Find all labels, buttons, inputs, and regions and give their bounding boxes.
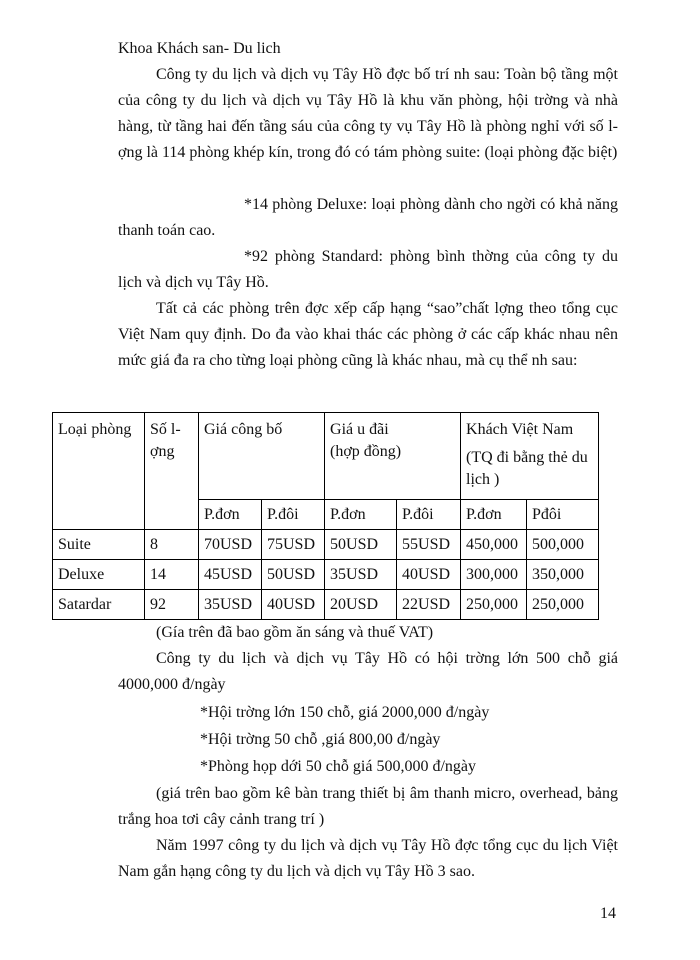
hall-item-50: *Hội trờng 50 chỗ ,giá 800,00 đ/ngày: [200, 731, 441, 748]
cell-value: 250,000: [527, 590, 599, 620]
cell-value: 250,000: [461, 590, 527, 620]
hall-item-150: *Hội trờng lớn 150 chỗ, giá 2000,000 đ/ngày: [200, 704, 490, 721]
subheader-cell: P.đơn: [461, 500, 527, 530]
meeting-room-item: *Phòng họp dới 50 chỗ giá 500,000 đ/ngày: [200, 758, 476, 775]
cell-value: 40USD: [262, 590, 325, 620]
table-row-standard: [53, 590, 599, 620]
cell-value: 70USD: [199, 530, 262, 560]
subheader-cell: P.đôi: [397, 500, 461, 530]
cell-value: 350,000: [527, 560, 599, 590]
price-table: [52, 412, 599, 620]
table-row-suite: [53, 530, 599, 560]
hall-price-note: (giá trên bao gồm kê bàn trang thiết bị âm thanh micro, overhead, bảng trắng hoa tơi cây cảnh trang trí ): [118, 785, 618, 828]
subheader-cell: P.đơn: [199, 500, 262, 530]
paragraph-standard: *92 phòng Standard: phòng bình thờng của công ty du lịch và dịch vụ Tây Hồ.: [118, 248, 618, 291]
header-room-type: Loại phòng: [53, 413, 145, 530]
cell-value: 35USD: [325, 560, 397, 590]
cell-value: 75USD: [262, 530, 325, 560]
cell-value: 20USD: [325, 590, 397, 620]
cell-value: 55USD: [397, 530, 461, 560]
paragraph-layout: Công ty du lịch và dịch vụ Tây Hồ đợc bố trí nh sau: Toàn bộ tầng một của công ty du lịch và dịch vụ Tây Hồ là khu văn phòng, hội trờng và nhà hàng, từ tầng hai đến tầng sáu của công ty vụ Tây Hồ là phòng nghỉ với số lợng là 114 phòng khép kín, trong đó có tám phòng suite: (loại phòng đặc biệt): [118, 66, 618, 161]
header-vietnam-guest: [461, 413, 599, 500]
subheader-cell: P.đơn: [325, 500, 397, 530]
subheader-cell: Pđôi: [527, 500, 599, 530]
header-vietnam-line1: Khách Việt Nam: [466, 421, 574, 438]
cell-value: 50USD: [262, 560, 325, 590]
price-note: (Gía trên đã bao gồm ăn sáng và thuế VAT): [156, 624, 434, 641]
page-number: 14: [600, 905, 616, 922]
header-contract-price: [325, 413, 461, 500]
cell-room: Deluxe: [53, 560, 145, 590]
header-vietnam-line2: (TQ đi bằng thẻ du lịch ): [466, 449, 588, 488]
cell-value: 500,000: [527, 530, 599, 560]
header-public-price: Giá công bố: [199, 413, 325, 500]
cell-value: 300,000: [461, 560, 527, 590]
cell-value: 450,000: [461, 530, 527, 560]
cell-value: 22USD: [397, 590, 461, 620]
cell-qty: 8: [145, 530, 199, 560]
cell-value: 35USD: [199, 590, 262, 620]
cell-room: Satardar: [53, 590, 145, 620]
header-contract-line1: Giá u đãi: [330, 421, 389, 438]
table-row-deluxe: [53, 560, 599, 590]
paragraph-halls: Công ty du lịch và dịch vụ Tây Hồ có hội trờng lớn 500 chỗ giá 4000,000 đ/ngày: [118, 650, 618, 693]
cell-value: 50USD: [325, 530, 397, 560]
paragraph-star-rating: Năm 1997 công ty du lịch và dịch vụ Tây Hồ đợc tổng cục du lịch Việt Nam gắn hạng công ty du lịch và dịch vụ Tây Hồ 3 sao.: [118, 837, 618, 880]
cell-room: Suite: [53, 530, 145, 560]
table-header-row: [53, 413, 599, 500]
paragraph-deluxe: *14 phòng Deluxe: loại phòng dành cho ngời có khả năng thanh toán cao.: [118, 196, 618, 239]
cell-qty: 92: [145, 590, 199, 620]
cell-value: 40USD: [397, 560, 461, 590]
cell-qty: 14: [145, 560, 199, 590]
page-header: Khoa Khách san- Du lich: [118, 40, 281, 57]
subheader-cell: P.đôi: [262, 500, 325, 530]
header-contract-line2: (hợp đồng): [330, 443, 402, 460]
cell-value: 45USD: [199, 560, 262, 590]
paragraph-rating: Tất cả các phòng trên đợc xếp cấp hạng “sao”chất lợng theo tổng cục Việt Nam quy định. Do đa vào khai thác các phòng ở các cấp khác nhau nên mức giá đa ra cho từng loại phòng cũng là khác nhau, mà cụ thể nh sau:: [118, 300, 618, 369]
header-quantity: Số lợng: [145, 413, 199, 530]
